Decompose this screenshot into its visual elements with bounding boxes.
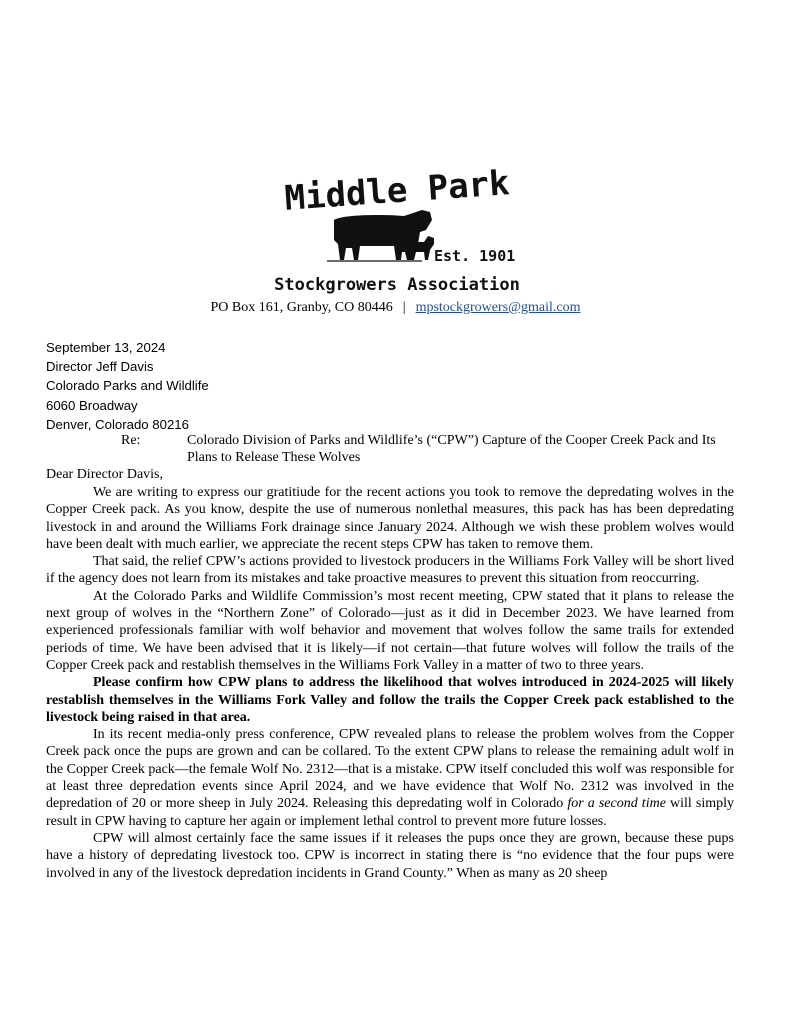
recipient-org: Colorado Parks and Wildlife — [46, 378, 209, 394]
paragraph-6: CPW will almost certainly face the same issues if it releases the pups once they are grown, because these pups have a history of depredating livestock too. CPW is incorrect in stating there is “no evidence that the four pups were involved in any of the livestock depredation incidents in Grand County.” When as many as 20 sheep — [46, 830, 734, 881]
paragraph-3: At the Colorado Parks and Wildlife Commission’s most recent meeting, CPW stated that it plans to release the next group of wolves in the “Northern Zone” of Colorado—just as it did in December 2023. We have learned from experienced professionals familiar with wolf behavior and movement that wolves follow the same trails for extended periods of time. We have been advised that it is likely—if not certain—that future wolves will follow the trails of the Copper Creek pack and restablish themselves in the Williams Fork Valley in a matter of two to three years. — [46, 588, 734, 673]
recipient-name: Director Jeff Davis — [46, 359, 154, 375]
letterhead-contact — [0, 300, 791, 316]
recipient-street: 6060 Broadway — [46, 397, 138, 413]
re-label: Re: — [121, 433, 141, 448]
letterhead-address: PO Box 161, Granby, CO 80446 — [210, 300, 393, 315]
paragraph-1: We are writing to express our gratitiude for the recent actions you took to remove the depredating wolves in the Copper Creek pack. As you know, despite the use of numerous nonlethal measures, this pack has has been depredating livestock in and around the Williams Fork drainage since January 2024. Although we wish these problem wolves would have been dealt with much earlier, we appreciate the recent steps CPW has taken to remove them. — [46, 485, 734, 552]
letter-body — [46, 484, 734, 882]
paragraph-4-request: Please confirm how CPW plans to address the likelihood that wolves introduced in 2024-2025 will likely restablish themselves in the Williams Fork Valley and follow the trails the Copper Creek pack established to the livestock being raised in that area. — [46, 675, 734, 725]
logo-est: Est. 1901 — [434, 247, 516, 265]
email-link[interactable]: mpstockgrowers@gmail.com — [415, 300, 581, 315]
cow-icon — [334, 210, 432, 260]
letter-date: September 13, 2024 — [46, 340, 166, 355]
separator: | — [402, 300, 406, 315]
paragraph-2: That said, the relief CPW’s actions provided to livestock producers in the Williams Fork Valley will be short lived if the agency does not learn from its mistakes and take proactive measures to prevent this situation from reoccurring. — [46, 554, 734, 587]
recipient-block — [46, 338, 209, 434]
re-text: Colorado Division of Parks and Wildlife’s (“CPW”) Capture of the Cooper Creek Pack and Its Plans to Release These Wolves — [187, 433, 716, 465]
emphasis-text: for a second time — [567, 796, 666, 812]
re-line — [121, 432, 741, 466]
logo-title: Middle Park — [283, 163, 511, 219]
paragraph-5: In its recent media-only press conference, CPW revealed plans to release the problem wolves from the Copper Creek pack once the pups are grown and can be collared. To the extent CPW plans to release the remaining adult wolf in the Copper Creek pack—the female Wolf No. 2312—that is a mistake. CPW itself concluded this wolf was responsible for at least three depredation events since April 2024, and we have evidence that Wolf No. 2312 was involved in the depredation of 20 or more sheep in July 2024. Releasing this depredating wolf in Colorado for a second time will simply result in CPW having to capture her again or implement lethal control to prevent more future losses. — [46, 727, 734, 829]
association-logo — [272, 160, 522, 300]
recipient-city: Denver, Colorado 80216 — [46, 416, 189, 432]
logo-subtitle: Stockgrowers Association — [274, 275, 520, 295]
salutation: Dear Director Davis, — [46, 467, 164, 482]
